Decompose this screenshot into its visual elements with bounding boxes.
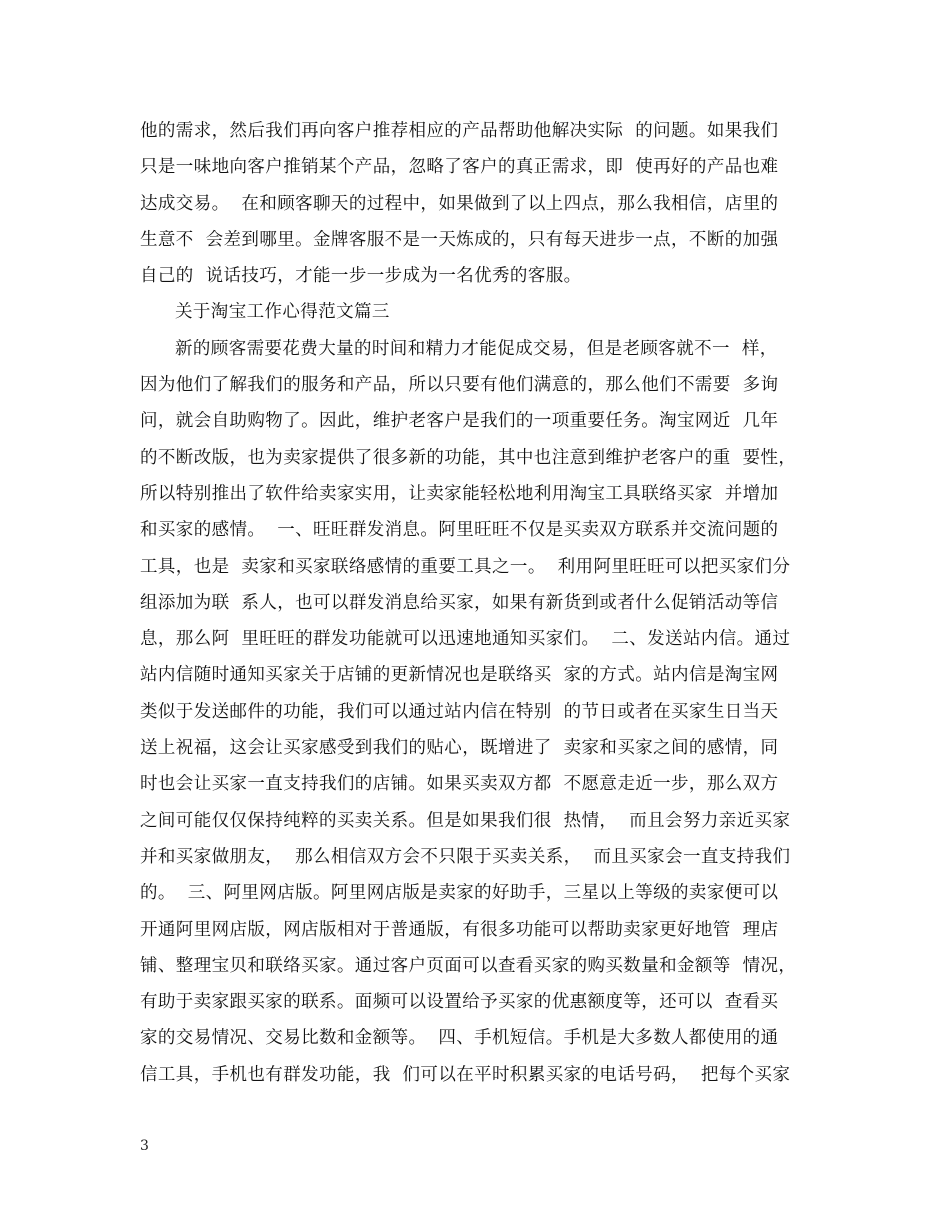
text-line: 工具，也是 卖家和买家联络感情的重要工具之一。 利用阿里旺旺可以把买家们分	[140, 556, 791, 577]
text-line: 息，那么阿 里旺旺的群发功能就可以迅速地通知买家们。 二、发送站内信。通过	[140, 629, 791, 650]
text-line: 之间可能仅仅保持纯粹的买卖关系。但是如果我们很 热情， 而且会努力亲近买家	[140, 810, 791, 831]
text-line: 并和买家做朋友， 那么相信双方会不只限于买卖关系， 而且买家会一直支持我们	[140, 846, 791, 867]
text-line: 自己的 说话技巧，才能一步一步成为一名优秀的客服。	[140, 266, 582, 287]
text-line: 问，就会自助购物了。因此，维护老客户是我们的一项重要任务。淘宝网近 几年	[140, 411, 779, 432]
text-line: 因为他们了解我们的服务和产品，所以只要有他们满意的，那么他们不需要 多询	[140, 375, 779, 396]
text-line: 的不断改版，也为卖家提供了很多新的功能，其中也注意到维护老客户的重 要性，	[140, 447, 797, 468]
text-line: 只是一味地向客户推销某个产品，忽略了客户的真正需求，即 使再好的产品也难	[140, 157, 779, 178]
section-heading: 关于淘宝工作心得范文篇三	[175, 302, 390, 323]
text-line: 铺、整理宝贝和联络买家。通过客户页面可以查看买家的购买数量和金额等 情况，	[140, 955, 797, 976]
page-number: 3	[140, 1138, 149, 1154]
text-line: 家的交易情况、交易比数和金额等。 四、手机短信。手机是大多数人都使用的通	[140, 1028, 779, 1049]
text-line: 站内信随时通知买家关于店铺的更新情况也是联络买 家的方式。站内信是淘宝网	[140, 665, 779, 686]
text-line: 类似于发送邮件的功能，我们可以通过站内信在特别 的节日或者在买家生日当天	[140, 701, 779, 722]
text-line: 时也会让买家一直支持我们的店铺。如果买卖双方都 不愿意走近一步，那么双方	[140, 774, 779, 795]
text-line: 达成交易。 在和顾客聊天的过程中，如果做到了以上四点，那么我相信，店里的	[140, 193, 779, 214]
text-line: 组添加为联 系人，也可以群发消息给买家，如果有新货到或者什么促销活动等信	[140, 592, 779, 613]
text-line: 和买家的感情。 一、旺旺群发消息。阿里旺旺不仅是买卖双方联系并交流问题的	[140, 520, 779, 541]
text-line: 有助于卖家跟买家的联系。面频可以设置给予买家的优惠额度等，还可以 查看买	[140, 992, 779, 1013]
text-line: 送上祝福，这会让买家感受到我们的贴心，既增进了 卖家和买家之间的感情，同	[140, 738, 779, 759]
text-line: 生意不 会差到哪里。金牌客服不是一天炼成的，只有每天进步一点，不断的加强	[140, 229, 779, 250]
text-line: 信工具，手机也有群发功能，我 们可以在平时积累买家的电话号码， 把每个买家	[140, 1064, 791, 1085]
text-line: 的。 三、阿里网店版。阿里网店版是卖家的好助手，三星以上等级的卖家便可以	[140, 883, 779, 904]
text-line: 所以特别推出了软件给卖家实用，让卖家能轻松地利用淘宝工具联络买家 并增加	[140, 483, 779, 504]
text-line: 他的需求，然后我们再向客户推荐相应的产品帮助他解决实际 的问题。如果我们	[140, 121, 779, 141]
text-line: 开通阿里网店版，网店版相对于普通版，有很多功能可以帮助卖家更好地管 理店	[140, 919, 779, 940]
body-text	[140, 113, 820, 1093]
text-line: 新的顾客需要花费大量的时间和精力才能促成交易，但是老顾客就不一 样，	[175, 338, 778, 359]
